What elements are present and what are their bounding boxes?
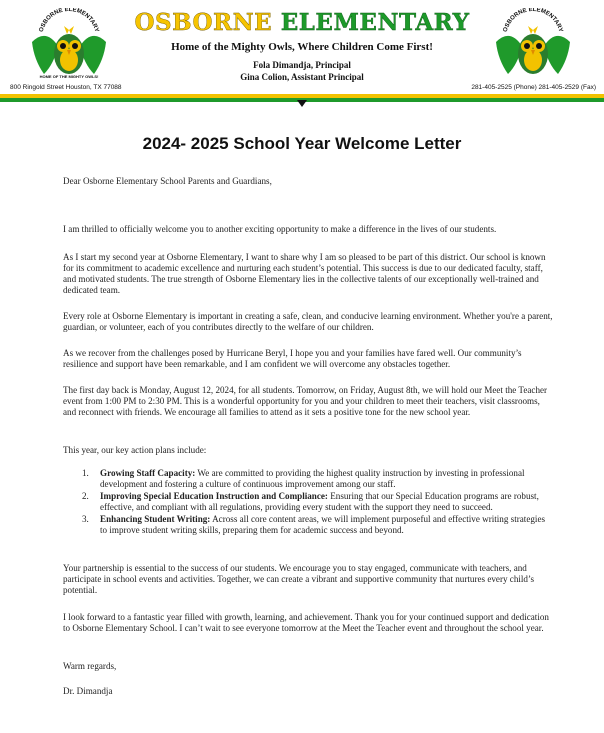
closing: Warm regards, — [63, 661, 117, 671]
salutation: Dear Osborne Elementary School Parents and Guardians, — [63, 176, 272, 186]
paragraph-7: Your partnership is essential to the success of our students. We encourage you to stay engaged, communicate with teachers, and participate in school events and activities. Together, we can create a vibrant and supportive community that nurtures every child’s potential. — [63, 563, 535, 595]
list-item-number: 2. — [82, 491, 89, 501]
assistant-principal-name: Gina Colion, Assistant Principal — [240, 72, 364, 82]
list-item-number: 1. — [82, 468, 89, 478]
logo-caption-left: HOME OF THE MIGHTY OWLS! — [39, 74, 99, 79]
list-item — [82, 468, 552, 490]
list-item-text: Ensuring that our Special Education programs are robust, effective, and compliant with all regulations, providing every student with the support they need to succeed. — [100, 491, 539, 512]
paragraph-5: The first day back is Monday, August 12, 2024, for all students. Tomorrow, on Friday, August 8th, we will hold our Meet the Teacher event from 1:00 PM to 2:30 PM. This is a wonderful opportunity for you and your children to meet their teachers, visit classrooms, and reconnect with friends. We encourage all families to attend as it sets a positive tone for the new school year. — [63, 385, 548, 417]
paragraph-4: As we recover from the challenges posed by Hurricane Beryl, I hope you and your families have fared well. Our community’s resilience and support have been remarkable, and I am confident we will overcome any obstacles together. — [63, 348, 522, 369]
phone-fax: 281-405-2525 (Phone) 281-405-2529 (Fax) — [471, 84, 596, 91]
signature: Dr. Dimandja — [63, 686, 113, 696]
owl-logo-right — [488, 8, 578, 86]
school-name-word2: ELEMENTARY — [280, 9, 470, 36]
paragraph-8: I look forward to a fantastic year filled with growth, learning, and achievement. Thank you for your continued support and dedication to Osborne Elementary School. I can’t wait to see everyone tomorrow at the Meet the Teacher event and throughout the school year. — [63, 612, 549, 633]
paragraph-6: This year, our key action plans include: — [63, 445, 207, 455]
list-item-number: 3. — [82, 514, 89, 524]
list-item-title: Growing Staff Capacity: — [100, 468, 196, 478]
paragraph-3: Every role at Osborne Elementary is important in creating a safe, clean, and conducive learning environment. Whether you're a parent, guardian, or volunteer, each of you contributes directly to the welfare of our children. — [63, 311, 553, 332]
svg-text:OSBORNE ELEMENTARY: OSBORNE ELEMENTARY — [502, 8, 564, 33]
letter-title: 2024- 2025 School Year Welcome Letter — [142, 134, 462, 153]
list-item-title: Enhancing Student Writing: — [100, 514, 211, 524]
principal-name: Fola Dimandja, Principal — [253, 60, 351, 70]
svg-text:OSBORNE ELEMENTARY: OSBORNE ELEMENTARY — [38, 8, 100, 33]
paragraph-1: I am thrilled to officially welcome you to another exciting opportunity to make a difference in the lives of our students. — [63, 224, 497, 234]
school-name-word1: OSBORNE — [134, 9, 273, 36]
paragraph-2: As I start my second year at Osborne Elementary, I want to share why I am so pleased to be part of this district. Our school is known for its commitment to academic excellence and nurturing each student’s potential. This success is due to our dedicated faculty, staff, and motivated students. The true strength of Osborne Elementary lies in the collective talents of our exceptionally well-trained and dedicated team. — [63, 252, 546, 295]
action-plan-list — [82, 468, 552, 537]
school-address: 800 Ringold Street Houston, TX 77088 — [10, 84, 122, 91]
list-item-text: Across all core content areas, we will implement purposeful and effective writing strategies to improve student writing skills, preparing them for academic success and beyond. — [100, 514, 546, 535]
list-item-text: We are committed to providing the highest quality instruction by investing in professional development and fostering a culture of continuous improvement among our staff. — [100, 468, 525, 489]
list-item-title: Improving Special Education Instruction and Compliance: — [100, 491, 328, 501]
letterhead — [0, 0, 604, 112]
list-item — [82, 491, 552, 513]
school-name — [120, 9, 484, 36]
header-triangle-marker — [297, 100, 307, 107]
school-tagline: Home of the Mighty Owls, Where Children Come First! — [171, 41, 433, 53]
list-item — [82, 514, 552, 536]
